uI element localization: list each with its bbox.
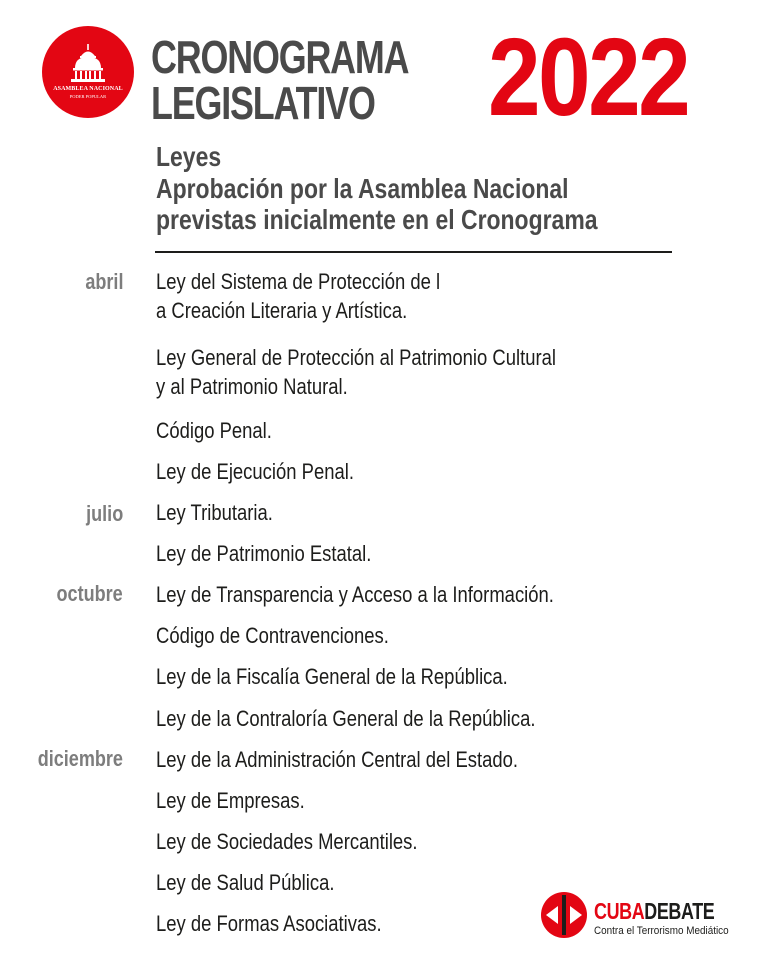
wordmark-cuba: CUBA [594, 898, 645, 924]
year-heading: 2022 [488, 16, 689, 139]
law-item: Ley de la Administración Central del Estado. [156, 747, 519, 772]
law-item: Ley de Transparencia y Acceso a la Información. [156, 582, 554, 607]
law-item: Código de Contravenciones. [156, 623, 389, 648]
title-line-2: LEGISLATIVO [151, 77, 375, 129]
subheading-line-3: previstas inicialmente en el Cronograma [156, 204, 598, 235]
law-item: Ley de la Contraloría General de la República. [156, 706, 536, 731]
law-item: Ley General de Protección al Patrimonio Cultural [156, 345, 556, 370]
law-item: Ley de Formas Asociativas. [156, 911, 382, 936]
law-item: Ley de la Fiscalía General de la República. [156, 664, 508, 689]
subheading-line-1: Leyes [156, 141, 222, 172]
subheading [156, 141, 598, 236]
law-item: Ley de Sociedades Mercantiles. [156, 829, 418, 854]
logo-subtitle: PODER POPULAR [69, 94, 107, 99]
law-item: Ley de Empresas. [156, 788, 305, 813]
title-line-1: CRONOGRAMA [151, 31, 409, 83]
law-item: Ley de Salud Pública. [156, 870, 335, 895]
cubadebate-wordmark [594, 900, 714, 923]
month-label-diciembre: diciembre [37, 746, 123, 771]
subheading-line-2: Aprobación por la Asamblea Nacional [156, 172, 569, 204]
logo-name: ASAMBLEA NACIONAL [53, 86, 123, 92]
law-item: Ley del Sistema de Protección de l [156, 269, 441, 294]
law-item: y al Patrimonio Natural. [156, 374, 348, 399]
asamblea-nacional-logo [42, 26, 134, 118]
month-label-octubre: octubre [56, 581, 123, 606]
cubadebate-logo-icon [540, 891, 588, 939]
law-item: Código Penal. [156, 418, 272, 443]
law-item: Ley de Ejecución Penal. [156, 459, 354, 484]
law-item: a Creación Literaria y Artística. [156, 298, 408, 323]
law-item: Ley Tributaria. [156, 500, 273, 525]
law-item: Ley de Patrimonio Estatal. [156, 541, 372, 566]
cubadebate-tagline: Contra el Terrorismo Mediático [594, 925, 729, 937]
divider [155, 251, 672, 253]
wordmark-debate: DEBATE [644, 898, 715, 924]
month-label-julio: julio [85, 501, 123, 526]
month-label-abril: abril [84, 269, 123, 294]
capitol-dome-icon [69, 44, 107, 84]
